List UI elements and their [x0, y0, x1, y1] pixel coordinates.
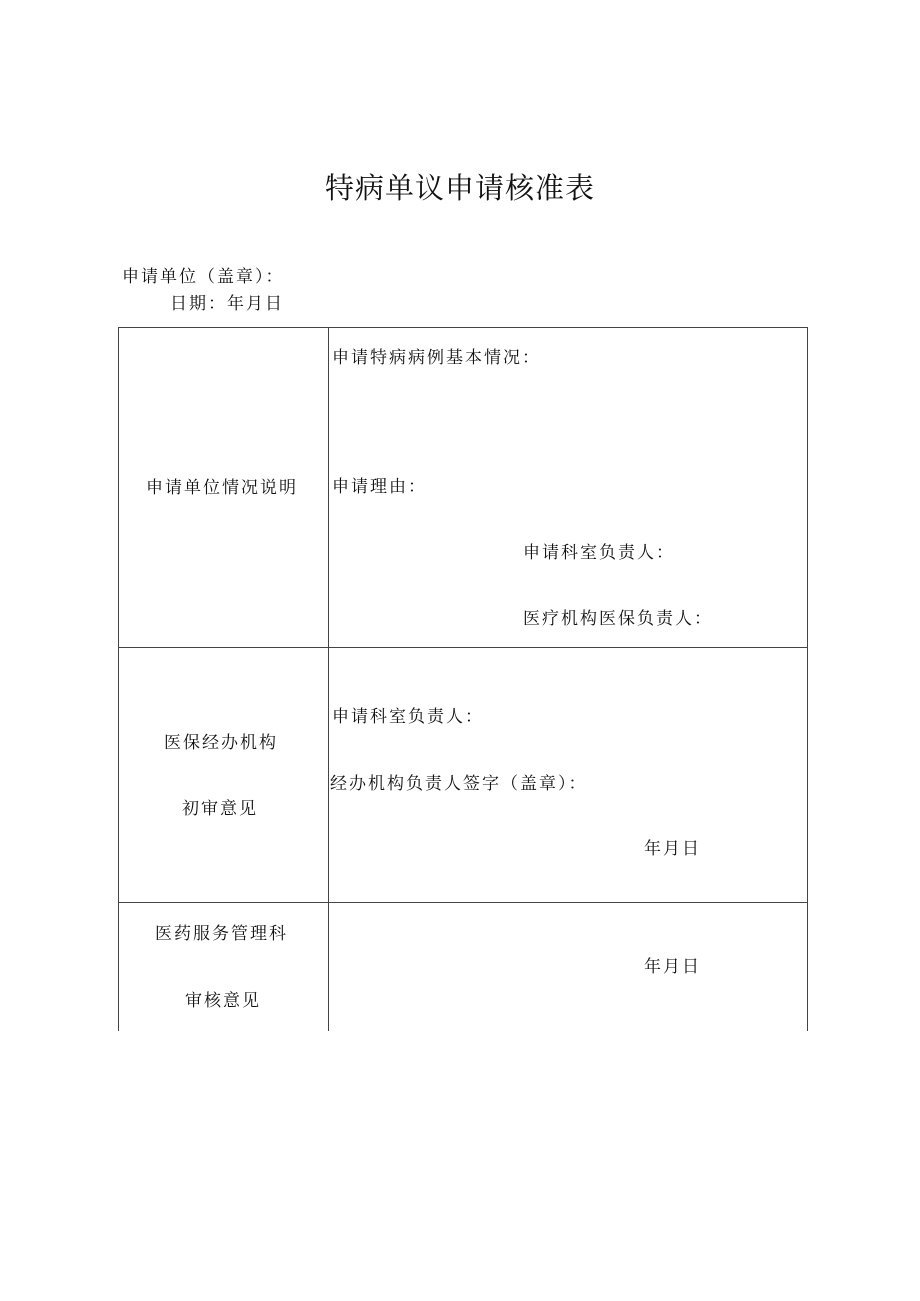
- section-label-pharma-line2: 审核意见: [185, 991, 261, 1011]
- basic-info-field: 申请特病病例基本情况：: [332, 348, 541, 368]
- section-label-applicant-info: 申请单位情况说明: [146, 478, 298, 498]
- approval-table: [118, 327, 808, 1031]
- date-field: 年月日: [644, 839, 701, 859]
- dept-head-field: 申请科室负责人：: [523, 543, 675, 563]
- header-date-label: 日期：年月日: [170, 294, 284, 314]
- table-right-border: [807, 327, 808, 1031]
- page-title: 特病单议申请核准表: [324, 171, 595, 205]
- date-field: 年月日: [644, 957, 701, 977]
- insurance-head-field: 医疗机构医保负责人：: [523, 609, 713, 629]
- table-column-divider: [328, 327, 329, 1031]
- applicant-unit-label: 申请单位（盖章）：: [122, 267, 285, 287]
- table-left-border: [118, 327, 119, 1031]
- table-row-divider: [118, 647, 808, 648]
- reason-field: 申请理由：: [332, 477, 427, 497]
- table-row-divider: [118, 902, 808, 903]
- section-label-pharma-line1: 医药服务管理科: [155, 924, 288, 944]
- agency-signature-field: 经办机构负责人签字（盖章）：: [330, 774, 588, 794]
- dept-head-field: 申请科室负责人：: [332, 707, 484, 727]
- section-label-agency-line1: 医保经办机构: [164, 733, 278, 753]
- table-top-border: [118, 327, 808, 328]
- section-label-agency-line2: 初审意见: [182, 799, 258, 819]
